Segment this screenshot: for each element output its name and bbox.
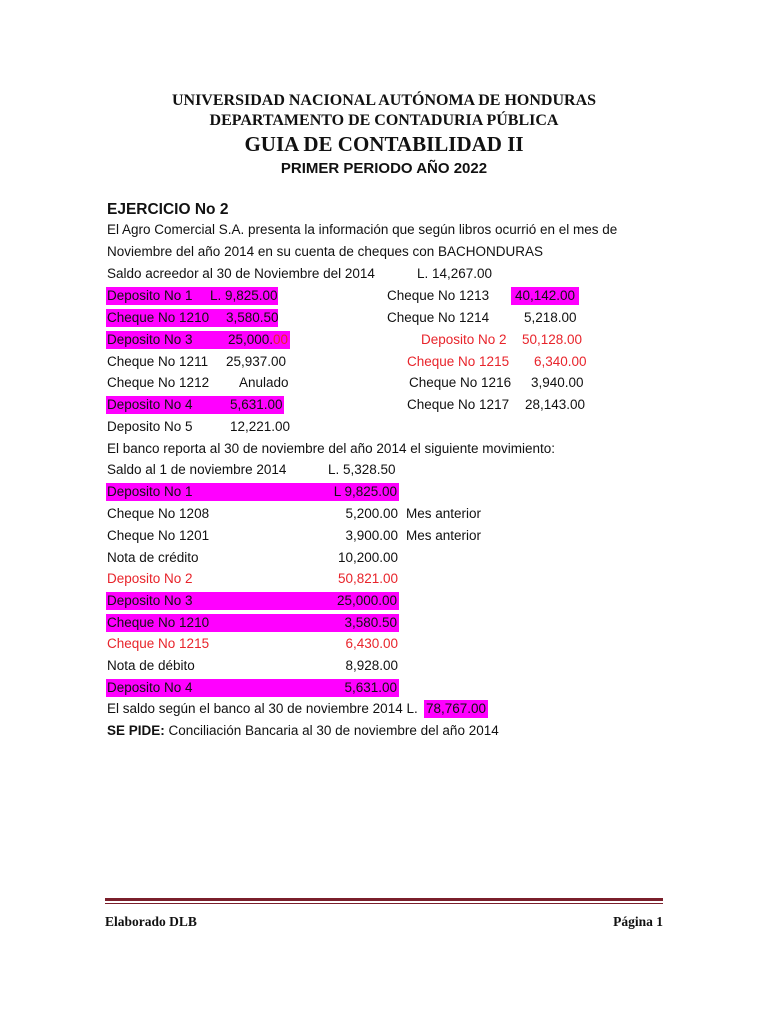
libros-right-value: 50,128.00 xyxy=(522,332,583,347)
bank-row-value: 5,200.00 xyxy=(345,506,398,521)
bank-row: Deposito No 2 xyxy=(107,571,193,586)
exercise-title: EJERCICIO No 2 xyxy=(107,201,229,218)
bank-saldo-label: Saldo al 1 de noviembre 2014 xyxy=(107,462,287,477)
bank-saldo-value: L. 5,328.50 xyxy=(328,462,396,477)
intro-line-2: Noviembre del año 2014 en su cuenta de cheques con BACHONDURAS xyxy=(107,244,543,259)
se-pide: SE PIDE: Conciliación Bancaria al 30 de noviembre del año 2014 xyxy=(107,723,499,738)
libros-right-value: 28,143.00 xyxy=(525,397,586,412)
bank-row-value: 3,900.00 xyxy=(345,528,398,543)
bank-row: Nota de débito xyxy=(107,658,195,673)
bank-row: Deposito No 3 25,000.00 xyxy=(107,593,397,608)
bank-row: Deposito No 1 L 9,825.00 xyxy=(107,484,397,499)
bank-row: Cheque No 1208 xyxy=(107,506,210,521)
guide-title: GUIA DE CONTABILIDAD II xyxy=(244,132,524,156)
libros-right-row: Cheque No 1215 xyxy=(407,354,510,369)
footer-rule-thin xyxy=(105,903,663,904)
libros-left-value: 25,937.00 xyxy=(226,354,287,369)
bank-row-value: 6,430.00 xyxy=(345,636,398,651)
libros-right-row: Cheque No 1213 xyxy=(387,288,490,303)
university-name: UNIVERSIDAD NACIONAL AUTÓNOMA DE HONDURAS xyxy=(171,92,597,109)
bank-row-value: 8,928.00 xyxy=(345,658,398,673)
footer-rule xyxy=(105,898,663,901)
libros-right-row: Cheque No 1217 xyxy=(407,397,510,412)
bank-row: Cheque No 1210 3,580.50 xyxy=(107,615,397,630)
bank-row: Nota de crédito xyxy=(107,550,199,565)
libros-left-row: Cheque No 1212 xyxy=(107,375,210,390)
libros-right-row: Cheque No 1216 xyxy=(409,375,512,390)
bank-row-note: Mes anterior xyxy=(406,528,482,543)
libros-right-row: Cheque No 1214 xyxy=(387,310,490,325)
bank-intro: El banco reporta al 30 de noviembre del año 2014 el siguiente movimiento: xyxy=(107,441,556,456)
libros-left-row: Cheque No 1211 xyxy=(107,354,209,369)
bank-row-value: 10,200.00 xyxy=(337,550,398,565)
libros-left-value: Anulado xyxy=(239,375,289,390)
bank-final-value: 78,767.00 xyxy=(426,701,487,716)
saldo-libros-label: Saldo acreedor al 30 de Noviembre del 2014 xyxy=(107,266,375,281)
libros-left-row: Deposito No 3 25,000.00 xyxy=(107,332,289,347)
department-name: DEPARTAMENTO DE CONTADURIA PÚBLICA xyxy=(209,112,559,129)
bank-final-label: El saldo según el banco al 30 de noviembre 2014 L. xyxy=(107,701,418,716)
bank-row: Cheque No 1201 xyxy=(107,528,210,543)
libros-left-row: Cheque No 1210 3,580.50 xyxy=(107,310,279,325)
bank-row: Deposito No 4 5,631.00 xyxy=(107,680,397,695)
libros-left-row: Deposito No 1 L. 9,825.00 xyxy=(107,288,278,303)
libros-right-value: 40,142.00 xyxy=(511,287,579,305)
footer-author: Elaborado DLB xyxy=(105,914,197,929)
libros-left-value: 12,221.00 xyxy=(230,419,291,434)
intro-line-1: El Agro Comercial S.A. presenta la información que según libros ocurrió en el mes de xyxy=(107,222,618,237)
libros-right-value: 3,940.00 xyxy=(531,375,584,390)
libros-right-value: 6,340.00 xyxy=(534,354,587,369)
libros-right-row: Deposito No 2 xyxy=(421,332,507,347)
saldo-libros-value: L. 14,267.00 xyxy=(417,266,493,281)
bank-row-note: Mes anterior xyxy=(406,506,482,521)
libros-left-row: Deposito No 4 5,631.00 xyxy=(107,397,283,412)
period-title: PRIMER PERIODO AÑO 2022 xyxy=(280,160,488,177)
bank-row: Cheque No 1215 xyxy=(107,636,210,651)
bank-row-value: 50,821.00 xyxy=(337,571,398,586)
footer-page-number: Página 1 xyxy=(613,914,663,929)
libros-right-value: 5,218.00 xyxy=(524,310,577,325)
libros-left-row: Deposito No 5 xyxy=(107,419,193,434)
